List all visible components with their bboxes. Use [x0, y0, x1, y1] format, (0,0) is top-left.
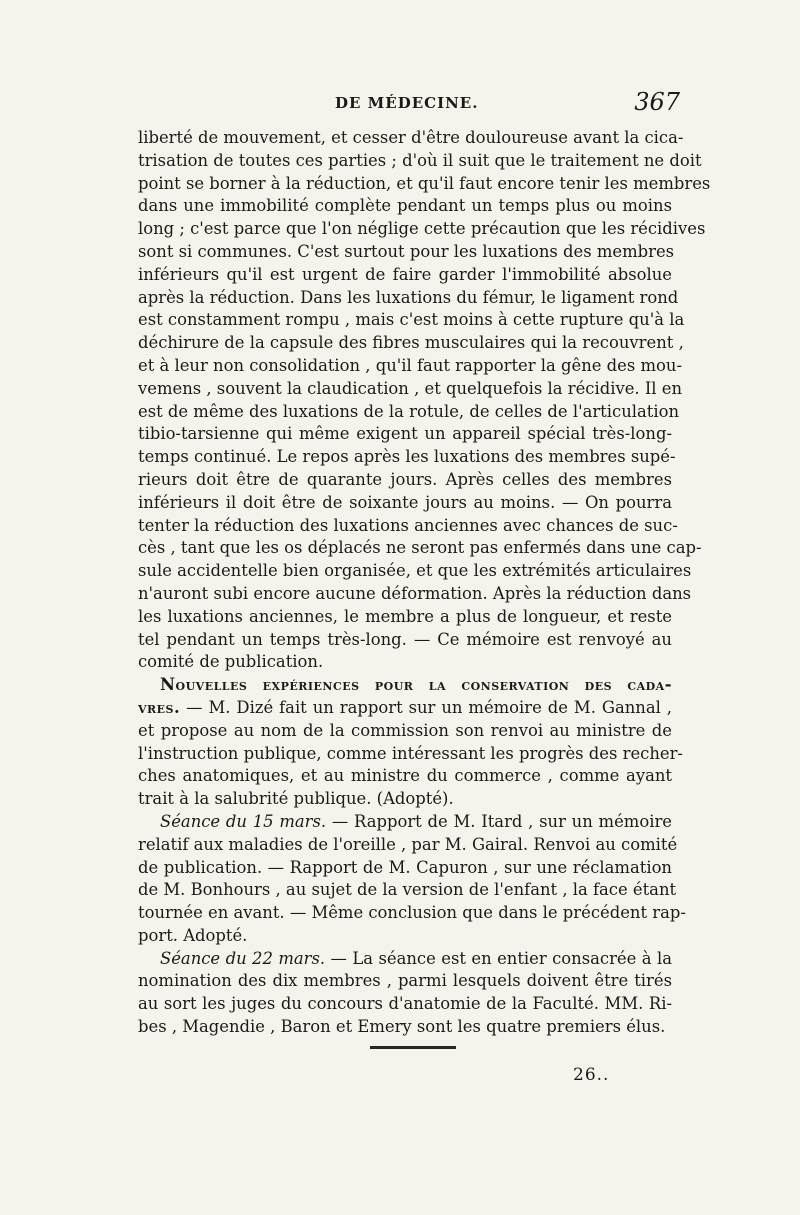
signature-mark: 26..: [573, 1065, 610, 1085]
text-line: tel pendant un temps très-long. — Ce mémoire est renvoyé au: [138, 629, 672, 649]
text-line: les luxations anciennes, le membre a plus de longueur, et reste: [138, 606, 672, 626]
text-line: nomination des dix membres , parmi lesquels doivent être tirés: [138, 971, 672, 991]
text-line: de M. Bonhours , au sujet de la version de l'enfant , la face étant: [138, 880, 677, 900]
text-line: point se borner à la réduction, et qu'il faut encore tenir les membres: [138, 173, 711, 193]
text-line: bes , Magendie , Baron et Emery sont les quatre premiers élus.: [138, 1017, 666, 1037]
text-line: tournée en avant. — Même conclusion que dans le précédent rap-: [138, 903, 686, 923]
text-line: tenter la réduction des luxations anciennes avec chances de suc-: [138, 515, 678, 535]
text-line: dans une immobilité complète pendant un temps plus ou moins: [138, 196, 672, 216]
page-number: 367: [634, 88, 680, 116]
text-line: de publication. — Rapport de M. Capuron , sur une réclamation: [138, 857, 672, 877]
body-text: [138, 127, 711, 1039]
text-run: — Rapport de M. Itard , sur un mémoire: [326, 811, 672, 831]
text-line: ches anatomiques, et au ministre du commerce , comme ayant: [138, 766, 672, 786]
text-line: l'instruction publique, comme intéressant les progrès des recher-: [138, 743, 683, 763]
page-header: [120, 88, 680, 122]
text-line: inférieurs il doit être de soixante jours au moins. — On pourra: [138, 492, 672, 512]
text-line: après la réduction. Dans les luxations du fémur, le ligament rond: [138, 287, 679, 307]
text-line: n'auront subi encore aucune déformation. Après la réduction dans: [138, 583, 692, 603]
text-line: tibio-tarsienne qui même exigent un appareil spécial très-long-: [138, 424, 672, 444]
text-line: relatif aux maladies de l'oreille , par M. Gairal. Renvoi au comité: [138, 834, 678, 854]
text-line: sont si communes. C'est surtout pour les luxations des membres: [138, 241, 675, 261]
text-line: [138, 811, 672, 834]
text-line: cès , tant que les os déplacés ne seront pas enfermés dans une cap-: [138, 538, 702, 558]
text-line: rieurs doit être de quarante jours. Après celles des membres: [138, 469, 672, 489]
text-line: au sort les juges du concours d'anatomie de la Faculté. MM. Ri-: [138, 994, 672, 1014]
text-line: long ; c'est parce que l'on néglige cette précaution que les récidives: [138, 219, 706, 239]
text-line: déchirure de la capsule des fibres musculaires qui la recouvrent ,: [138, 333, 684, 353]
text-line: [138, 948, 672, 971]
text-line: vemens , souvent la claudication , et quelquefois la récidive. Il en: [138, 378, 683, 398]
text-line: port. Adopté.: [138, 925, 248, 945]
session-date: Séance du 22 mars.: [160, 948, 326, 968]
text-line: trisation de toutes ces parties ; d'où il suit que le traitement ne doit: [138, 150, 702, 170]
text-line: sule accidentelle bien organisée, et que les extrémités articulaires: [138, 561, 692, 581]
text-line: [138, 674, 672, 697]
text-line: inférieurs qu'il est urgent de faire garder l'immobilité absolue: [138, 264, 672, 284]
running-title: DE MÉDECINE.: [335, 94, 479, 112]
text-line: et propose au nom de la commission son renvoi au ministre de: [138, 720, 672, 740]
paragraph-seance-15-mars: [138, 811, 686, 948]
text-line: comité de publication.: [138, 652, 324, 672]
text-line: est constamment rompu , mais c'est moins à cette rupture qu'à la: [138, 310, 685, 330]
paragraph-luxations: [138, 127, 711, 674]
paragraph-conservation: [138, 674, 683, 811]
text-run: — M. Dizé fait un rapport sur un mémoire de M. Gannal ,: [180, 697, 672, 717]
text-line: trait à la salubrité publique. (Adopté).: [138, 789, 454, 809]
text-run: — La séance est en entier consacrée à la: [325, 948, 672, 968]
section-heading-cont: vres.: [138, 697, 181, 717]
section-heading: Nouvelles expériences pour la conservation des cada-: [160, 675, 672, 695]
text-line: liberté de mouvement, et cesser d'être douloureuse avant la cica-: [138, 128, 684, 147]
text-line: [138, 697, 672, 720]
section-divider: [370, 1046, 456, 1049]
session-date: Séance du 15 mars.: [160, 811, 327, 831]
text-line: est de même des luxations de la rotule, de celles de l'articulation: [138, 401, 680, 421]
text-line: temps continué. Le repos après les luxations des membres supé-: [138, 447, 676, 467]
text-line: et à leur non consolidation , qu'il faut rapporter la gêne des mou-: [138, 355, 682, 375]
paragraph-seance-22-mars: [138, 948, 672, 1039]
